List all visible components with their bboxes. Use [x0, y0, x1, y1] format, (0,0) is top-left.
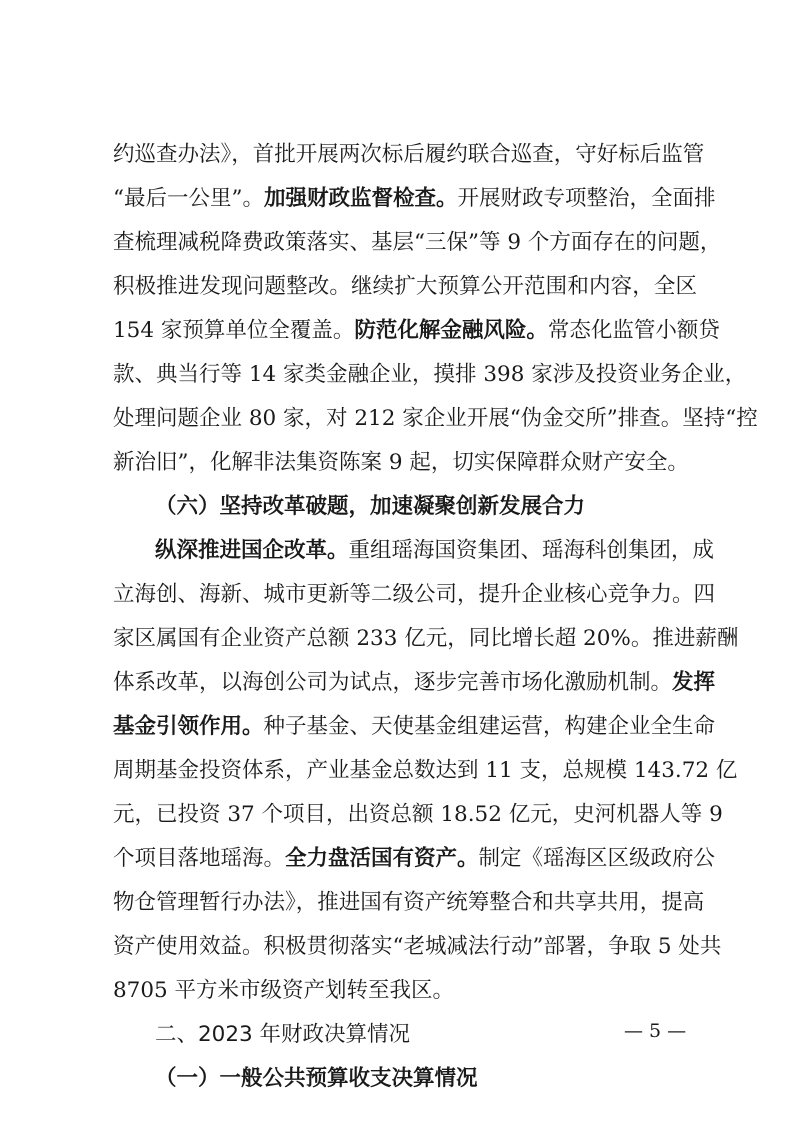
paragraph-line — [113, 623, 739, 655]
paragraph-line — [113, 843, 716, 875]
text-segment: 种子基金、天使基金组建运营，构建企业全生命 — [263, 714, 716, 739]
paragraph-line — [113, 359, 747, 391]
paragraph-line — [113, 139, 705, 171]
text-segment: 制定《瑶海区区级政府公 — [478, 846, 716, 871]
paragraph-line — [113, 931, 722, 963]
section-heading-6: （六）坚持改革破题，加速凝聚创新发展合力 — [155, 494, 586, 519]
paragraph-line — [113, 579, 716, 611]
paragraph-line — [113, 799, 723, 831]
text-segment: “最后一公里”。 — [113, 186, 264, 211]
paragraph-line — [113, 711, 716, 743]
section-heading-2: 二、2023 年财政决算情况 — [155, 1022, 411, 1047]
paragraph-line — [113, 403, 758, 435]
paragraph-line — [113, 447, 697, 479]
text-segment: 家区属国有企业资产总额 233 亿元，同比增长超 20%。推进薪酬 — [113, 626, 739, 651]
paragraph-line — [113, 667, 716, 699]
paragraph-line — [113, 887, 705, 919]
bold-lead-phrase: 发挥 — [672, 670, 716, 695]
text-segment: 重组瑶海国资集团、瑶海科创集团，成 — [348, 538, 715, 563]
text-segment: 物仓管理暂行办法》，推进国有资产统筹整合和共享共用，提高 — [113, 890, 705, 915]
text-segment: 154 家预算单位全覆盖。 — [113, 318, 355, 343]
text-segment: 周期基金投资体系，产业基金总数达到 11 支，总规模 143.72 亿 — [113, 758, 738, 783]
text-segment: 款、典当行等 14 家类金融企业，摸排 398 家涉及投资业务企业， — [113, 362, 747, 387]
paragraph-line — [113, 315, 720, 347]
page-number: — 5 — — [624, 1020, 687, 1042]
text-segment: 资产使用效益。积极贯彻落实“老城减法行动”部署，争取 5 处共 — [113, 934, 722, 959]
paragraph-line — [155, 535, 715, 567]
bold-lead-phrase: 纵深推进国企改革。 — [155, 538, 349, 563]
paragraph-line — [113, 271, 697, 303]
bold-lead-phrase: 加强财政监督检查。 — [263, 186, 458, 211]
text-segment: 个项目落地瑶海。 — [113, 846, 286, 871]
text-segment: 8705 平方米市级资产划转至我区。 — [113, 978, 455, 1003]
text-segment: 积极推进发现问题整改。继续扩大预算公开范围和内容，全区 — [113, 274, 697, 299]
text-segment: 新治旧”，化解非法集资陈案 9 起，切实保障群众财产安全。 — [113, 450, 689, 475]
text-segment: 体系改革，以海创公司为试点，逐步完善市场化激励机制。 — [113, 670, 673, 695]
text-segment: 约巡查办法》，首批开展两次标后履约联合巡查，守好标后监管 — [113, 142, 705, 167]
bold-lead-phrase: 防范化解金融风险。 — [354, 318, 548, 343]
paragraph-line — [113, 755, 738, 787]
paragraph-line — [113, 183, 716, 215]
subsection-heading-1: （一）一般公共预算收支决算情况 — [155, 1066, 478, 1091]
paragraph-line — [113, 975, 697, 1007]
text-segment: 处理问题企业 80 家，对 212 家企业开展“伪金交所”排查。坚持“控 — [113, 406, 758, 431]
paragraph-line — [113, 227, 722, 259]
bold-lead-phrase: 全力盘活国有资产。 — [285, 846, 479, 871]
text-segment: 查梳理减税降费政策落实、基层“三保”等 9 个方面存在的问题， — [113, 230, 722, 255]
text-segment: 元，已投资 37 个项目，出资总额 18.52 亿元，史河机器人等 9 — [113, 802, 723, 827]
text-segment: 立海创、海新、城市更新等二级公司，提升企业核心竞争力。四 — [113, 582, 716, 607]
bold-lead-phrase: 基金引领作用。 — [113, 714, 264, 739]
text-segment: 开展财政专项整治，全面排 — [457, 186, 716, 211]
text-segment: 常态化监管小额贷 — [547, 318, 720, 343]
